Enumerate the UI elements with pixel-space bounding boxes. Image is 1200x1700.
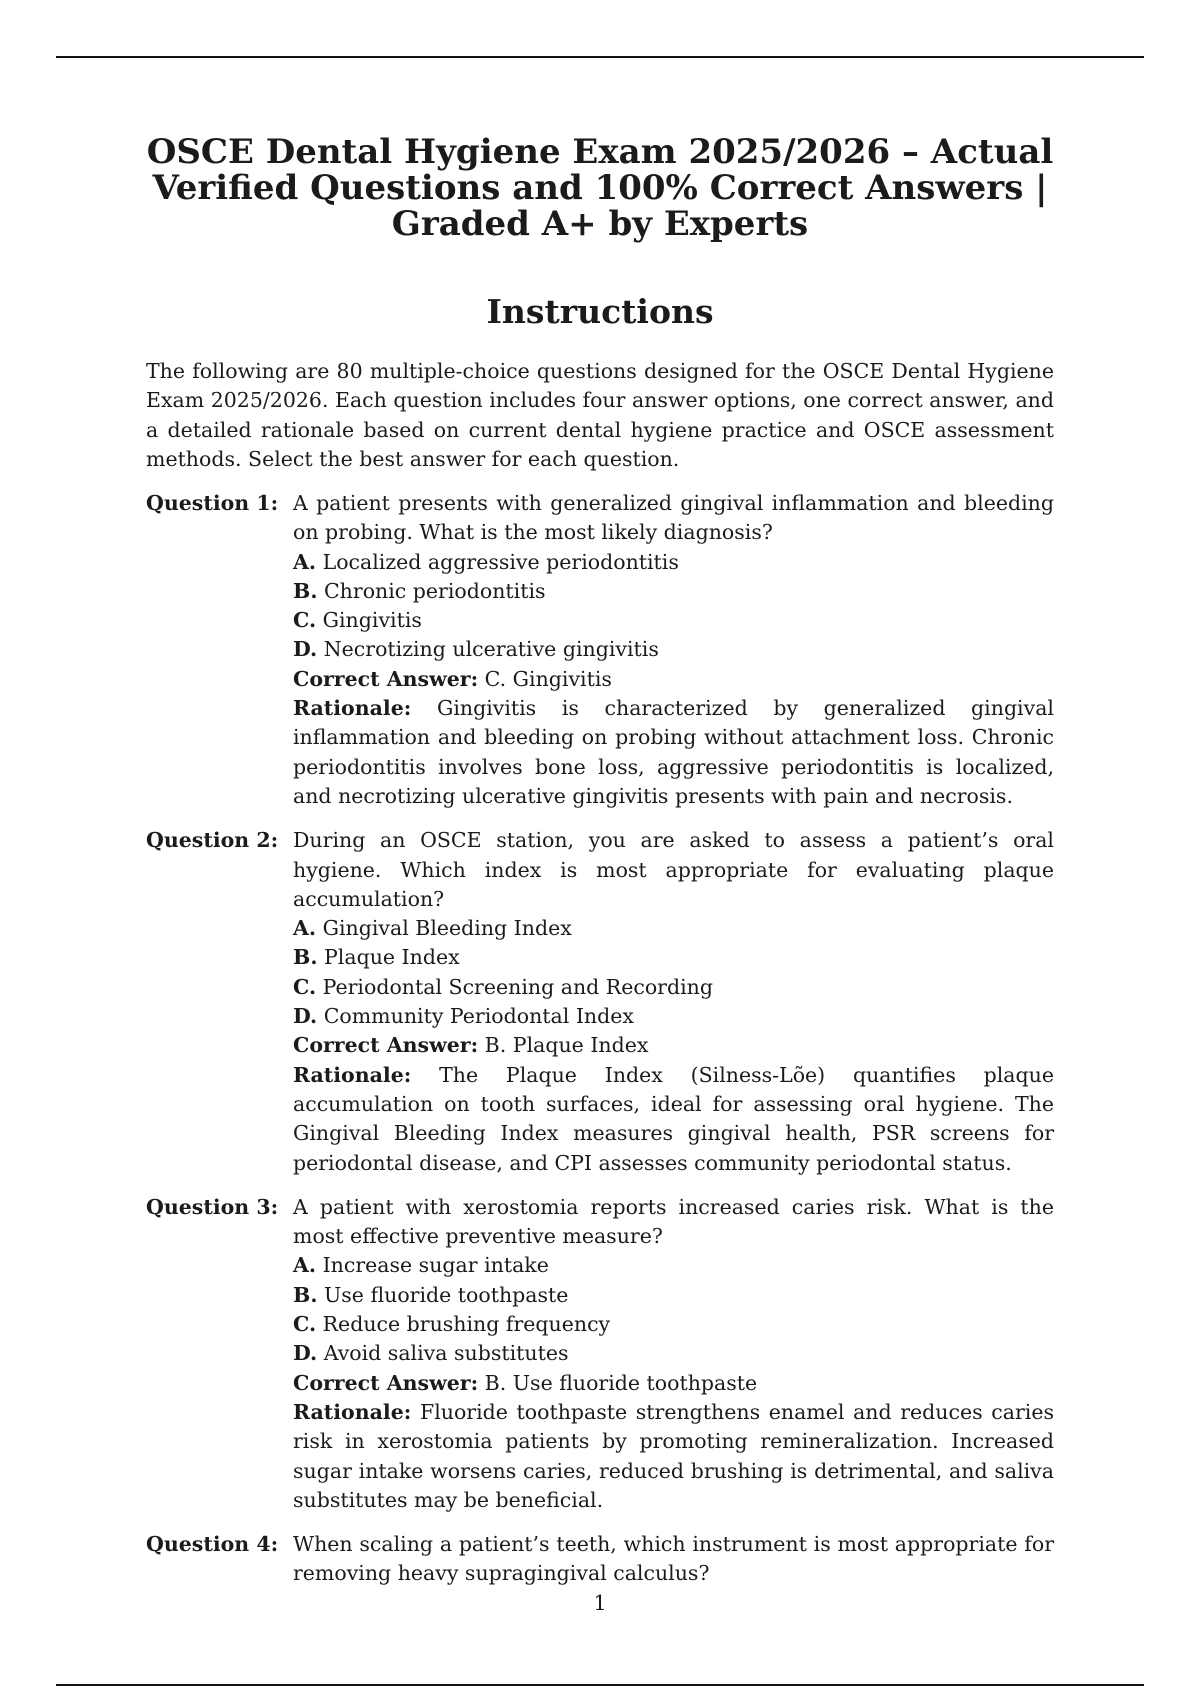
correct-answer-label: Correct Answer: <box>293 1370 479 1395</box>
option-d <box>293 1339 1054 1368</box>
option-d <box>293 1002 1054 1031</box>
correct-answer-value: B. Use fluoride toothpaste <box>484 1370 758 1395</box>
bottom-rule <box>56 1684 1144 1686</box>
option-letter: A. <box>293 1253 317 1278</box>
question-1 <box>146 489 1054 811</box>
option-d <box>293 635 1054 664</box>
option-letter: B. <box>293 945 318 970</box>
question-label: Question 4: <box>146 1532 279 1557</box>
option-a <box>293 548 1054 577</box>
option-text: Avoid saliva substitutes <box>323 1341 569 1366</box>
option-b <box>293 577 1054 606</box>
rationale-label: Rationale: <box>293 1399 412 1424</box>
option-b <box>293 1281 1054 1310</box>
option-letter: C. <box>293 608 317 633</box>
question-text: When scaling a patient’s teeth, which instrument is most appropriate for removing heavy supragingival calculus? <box>293 1532 1054 1586</box>
section-heading: Instructions <box>486 292 714 331</box>
option-text: Necrotizing ulcerative gingivitis <box>323 637 659 662</box>
rationale-label: Rationale: <box>293 696 412 721</box>
question-text: A patient with xerostomia reports increased caries risk. What is the most effective preventive measure? <box>293 1194 1054 1249</box>
option-a <box>293 1251 1054 1280</box>
correct-answer-value: B. Plaque Index <box>484 1033 649 1058</box>
option-letter: C. <box>293 974 317 999</box>
correct-answer <box>293 1031 1054 1060</box>
question-text: A patient presents with generalized gingival inflammation and bleeding on probing. What is the most likely diagnosis? <box>293 491 1054 545</box>
question-label: Question 2: <box>146 828 279 853</box>
question-text: During an OSCE station, you are asked to assess a patient’s oral hygiene. Which index is most appropriate for evaluating plaque accumulation? <box>293 828 1054 911</box>
rationale <box>293 1398 1054 1515</box>
rationale-text: Gingivitis is characterized by generalized gingival inflammation and bleeding on probing without attachment loss. Chronic periodontitis involves bone loss, aggressive periodontitis is localized, and necrotizing ulcerative gingivitis presents with pain and necrosis. <box>293 696 1054 808</box>
question-label: Question 1: <box>146 491 279 515</box>
question-label: Question 3: <box>146 1194 279 1219</box>
rationale <box>293 1061 1054 1178</box>
option-letter: D. <box>293 1341 318 1366</box>
rationale-text: Fluoride toothpaste strengthens enamel and reduces caries risk in xerostomia patients by promoting remineralization. Increased sugar intake worsens caries, reduced brushing is detrimental, and saliva substitutes may be beneficial. <box>293 1399 1054 1512</box>
question-list <box>146 489 1054 1604</box>
option-c <box>293 606 1054 635</box>
option-letter: D. <box>293 637 318 662</box>
top-rule <box>56 56 1144 58</box>
option-text: Increase sugar intake <box>322 1253 549 1278</box>
option-a <box>293 914 1054 943</box>
option-c <box>293 1310 1054 1339</box>
option-letter: A. <box>293 549 317 574</box>
correct-answer-label: Correct Answer: <box>293 666 479 691</box>
rationale-label: Rationale: <box>293 1062 412 1087</box>
option-text: Chronic periodontitis <box>324 578 546 603</box>
option-text: Gingival Bleeding Index <box>322 916 572 941</box>
rationale-text: The Plaque Index (Silness-Lõe) quantifies plaque accumulation on tooth surfaces, ideal for assessing oral hygiene. The Gingival Bleeding Index measures gingival health, PSR screens for periodontal disease, and CPI assesses community periodontal status. <box>293 1062 1054 1175</box>
option-letter: D. <box>293 1004 318 1029</box>
option-text: Localized aggressive periodontitis <box>322 549 679 574</box>
intro-paragraph: The following are 80 multiple-choice questions designed for the OSCE Dental Hygiene Exam 2025/2026. Each question includes four answer options, one correct answer, and a detailed rationale based on current dental hygiene practice and OSCE assessment methods. Select the best answer for each question. <box>146 359 1054 471</box>
option-letter: B. <box>293 578 318 603</box>
correct-answer-label: Correct Answer: <box>293 1033 479 1058</box>
option-text: Use fluoride toothpaste <box>324 1282 569 1307</box>
option-text: Community Periodontal Index <box>323 1004 634 1029</box>
correct-answer <box>293 665 1054 694</box>
option-text: Periodontal Screening and Recording <box>322 974 713 999</box>
option-text: Reduce brushing frequency <box>322 1312 611 1337</box>
question-4 <box>146 1530 1054 1589</box>
option-letter: A. <box>293 916 317 941</box>
option-c <box>293 973 1054 1002</box>
document-title: OSCE Dental Hygiene Exam 2025/2026 – Actual Verified Questions and 100% Correct Answers | Graded A+ by Experts <box>146 132 1054 244</box>
option-text: Gingivitis <box>322 608 422 633</box>
question-3 <box>146 1193 1054 1515</box>
option-letter: C. <box>293 1312 317 1337</box>
question-2 <box>146 826 1054 1178</box>
option-b <box>293 943 1054 972</box>
rationale <box>293 694 1054 811</box>
option-text: Plaque Index <box>324 945 460 970</box>
option-letter: B. <box>293 1282 318 1307</box>
correct-answer <box>293 1369 1054 1398</box>
correct-answer-value: C. Gingivitis <box>484 666 612 691</box>
page-number: 1 <box>593 1591 607 1615</box>
